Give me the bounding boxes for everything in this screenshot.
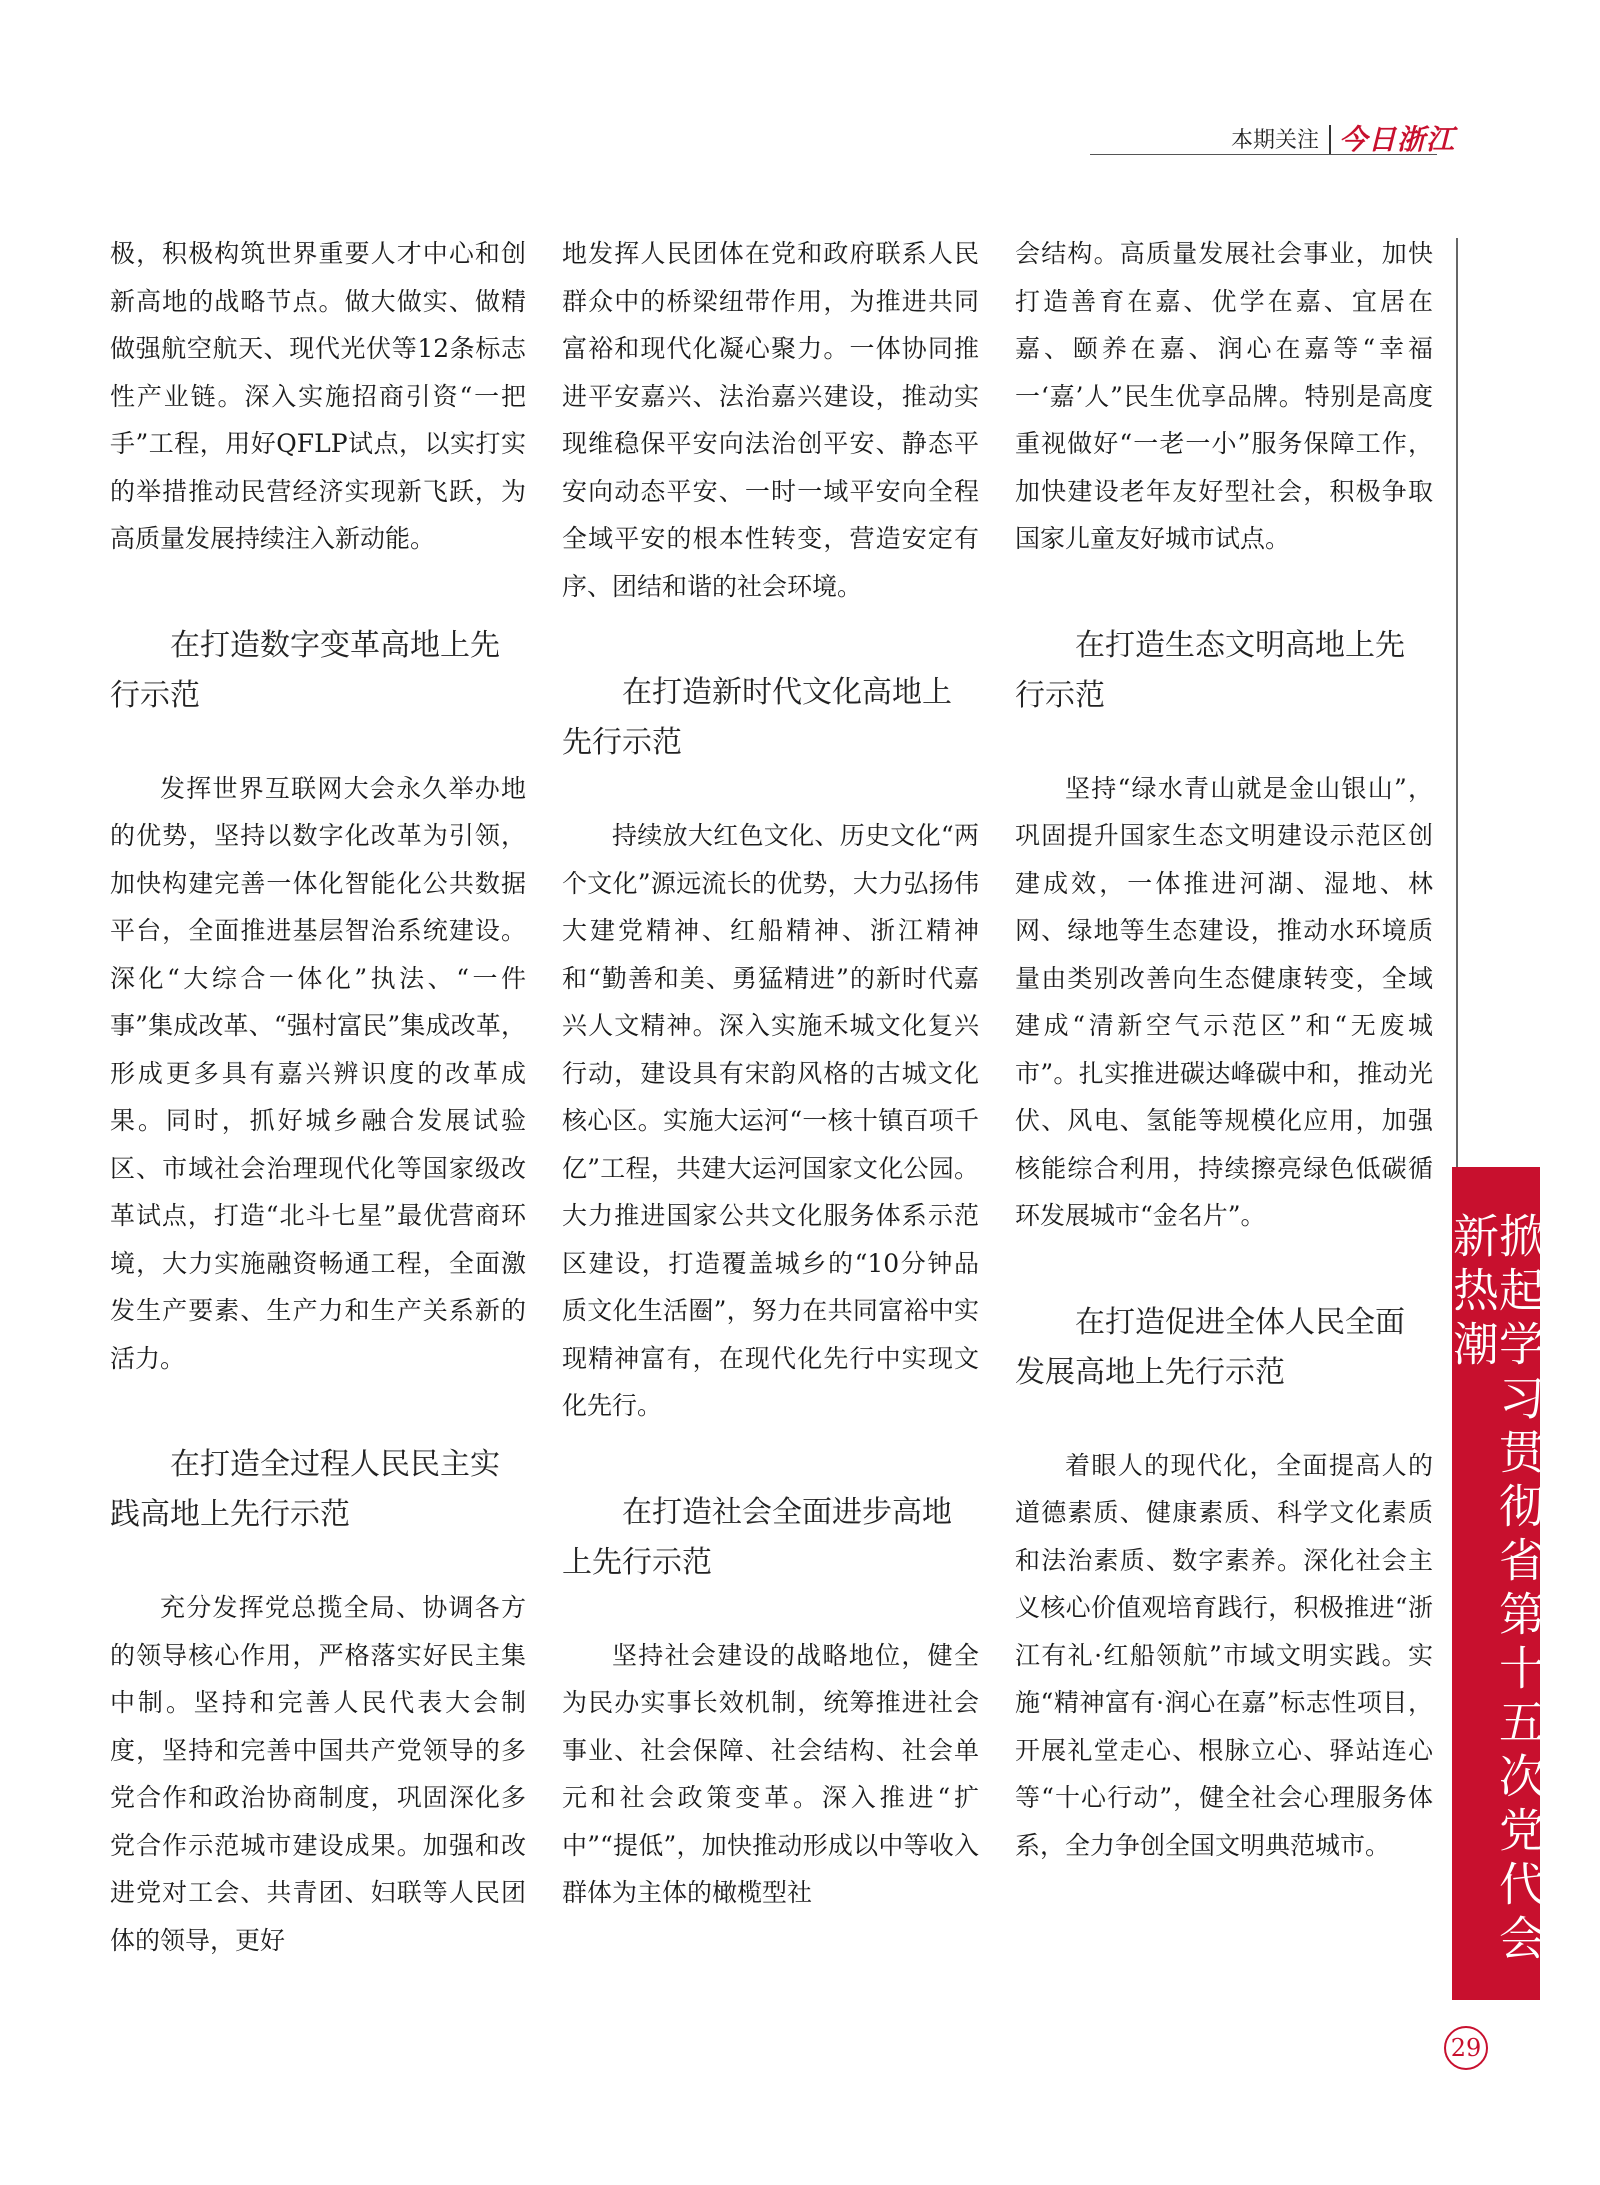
section-banner (1446, 1167, 1546, 2000)
body-paragraph: 发挥世界互联网大会永久举办地的优势，坚持以数字化改革为引领，加快构建完善一体化智能化公共数据平台，全面推进基层智治系统建设。深化“大综合一体化”执法、“一件事”集成改革、“强村富民”集成改革，形成更多具有嘉兴辨识度的改革成果。同时，抓好城乡融合发展试验区、市域社会治理现代化等国家级改革试点，打造“北斗七星”最优营商环境，大力实施融资畅通工程，全面激发生产要素、生产力和生产关系新的活力。 (110, 773, 526, 1373)
header-separator (1329, 125, 1331, 155)
body-paragraph: 会结构。高质量发展社会事业，加快打造善育在嘉、优学在嘉、宜居在嘉、颐养在嘉、润心在嘉等“幸福一‘嘉’人”民生优享品牌。特别是高度重视做好“一老一小”服务保障工作，加快建设老年友好型社会，积极争取国家儿童友好城市试点。 (1015, 239, 1433, 553)
body-paragraph: 极，积极构筑世界重要人才中心和创新高地的战略节点。做大做实、做精做强航空航天、现代光伏等12条标志性产业链。深入实施招商引资“一把手”工程，用好QFLP试点，以实打实的举措推动民营经济实现新飞跃，为高质量发展持续注入新动能。 (110, 239, 526, 553)
banner-text: 掀起学习贯彻省第十五次党代会新热潮 (1446, 1212, 1546, 1968)
body-paragraph: 充分发挥党总揽全局、协调各方的领导核心作用，严格落实好民主集中制。坚持和完善人民代表大会制度，坚持和完善中国共产党领导的多党合作和政治协商制度，巩固深化多党合作示范城市建设成果。加强和改进党对工会、共青团、妇联等人民团体的领导，更好 (110, 1593, 526, 1955)
body-paragraph: 地发挥人民团体在党和政府联系人民群众中的桥梁纽带作用，为推进共同富裕和现代化凝心聚力。一体协同推进平安嘉兴、法治嘉兴建设，推动实现维稳保平安向法治创平安、静态平安向动态平安、一时一域平安向全程全域平安的根本性转变，营造安定有序、团结和谐的社会环境。 (562, 239, 979, 601)
section-heading: 在打造社会全面进步高地上先行示范 (562, 1494, 952, 1580)
sidebar-rule (1456, 238, 1458, 1168)
section-heading: 在打造促进全体人民全面发展高地上先行示范 (1015, 1304, 1405, 1390)
column-1 (110, 230, 526, 1964)
body-paragraph: 坚持“绿水青山就是金山银山”，巩固提升国家生态文明建设示范区创建成效，一体推进河湖、湿地、林网、绿地等生态建设，推动水环境质量由类别改善向生态健康转变，全域建成“清新空气示范区”和“无废城市”。扎实推进碳达峰碳中和，推动光伏、风电、氢能等规模化应用，加强核能综合利用，持续擦亮绿色低碳循环发展城市“金名片”。 (1015, 773, 1433, 1230)
page-header (1231, 118, 1455, 158)
body-paragraph: 坚持社会建设的战略地位，健全为民办实事长效机制，统筹推进社会事业、社会保障、社会结构、社会单元和社会政策变革。深入推进“扩中”“提低”，加快推动形成以中等收入群体为主体的橄榄型社 (562, 1640, 979, 1907)
page-number: 29 (1444, 2026, 1488, 2070)
section-heading: 在打造新时代文化高地上先行示范 (562, 675, 952, 760)
section-heading: 在打造数字变革高地上先行示范 (110, 627, 500, 713)
section-label: 本期关注 (1230, 128, 1319, 153)
column-3 (1015, 230, 1433, 1869)
column-2 (562, 230, 979, 1917)
header-rule (1090, 154, 1437, 155)
section-heading: 在打造生态文明高地上先行示范 (1015, 627, 1405, 713)
body-paragraph: 着眼人的现代化，全面提高人的道德素质、健康素质、科学文化素质和法治素质、数字素养。深化社会主义核心价值观培育践行，积极推进“浙江有礼·红船领航”市域文明实践。实施“精神富有·润心在嘉”标志性项目，开展礼堂走心、根脉立心、驿站连心等“十心行动”，健全社会心理服务体系，全力争创全国文明典范城市。 (1015, 1450, 1433, 1860)
section-heading: 在打造全过程人民民主实践高地上先行示范 (110, 1447, 500, 1532)
magazine-logo: 今日浙江 (1338, 123, 1455, 156)
body-paragraph: 持续放大红色文化、历史文化“两个文化”源远流长的优势，大力弘扬伟大建党精神、红船精神、浙江精神和“勤善和美、勇猛精进”的新时代嘉兴人文精神。深入实施禾城文化复兴行动，建设具有宋韵风格的古城文化核心区。实施大运河“一核十镇百项千亿”工程，共建大运河国家文化公园。大力推进国家公共文化服务体系示范区建设，打造覆盖城乡的“10分钟品质文化生活圈”，努力在共同富裕中实现精神富有，在现代化先行中实现文化先行。 (562, 821, 979, 1420)
